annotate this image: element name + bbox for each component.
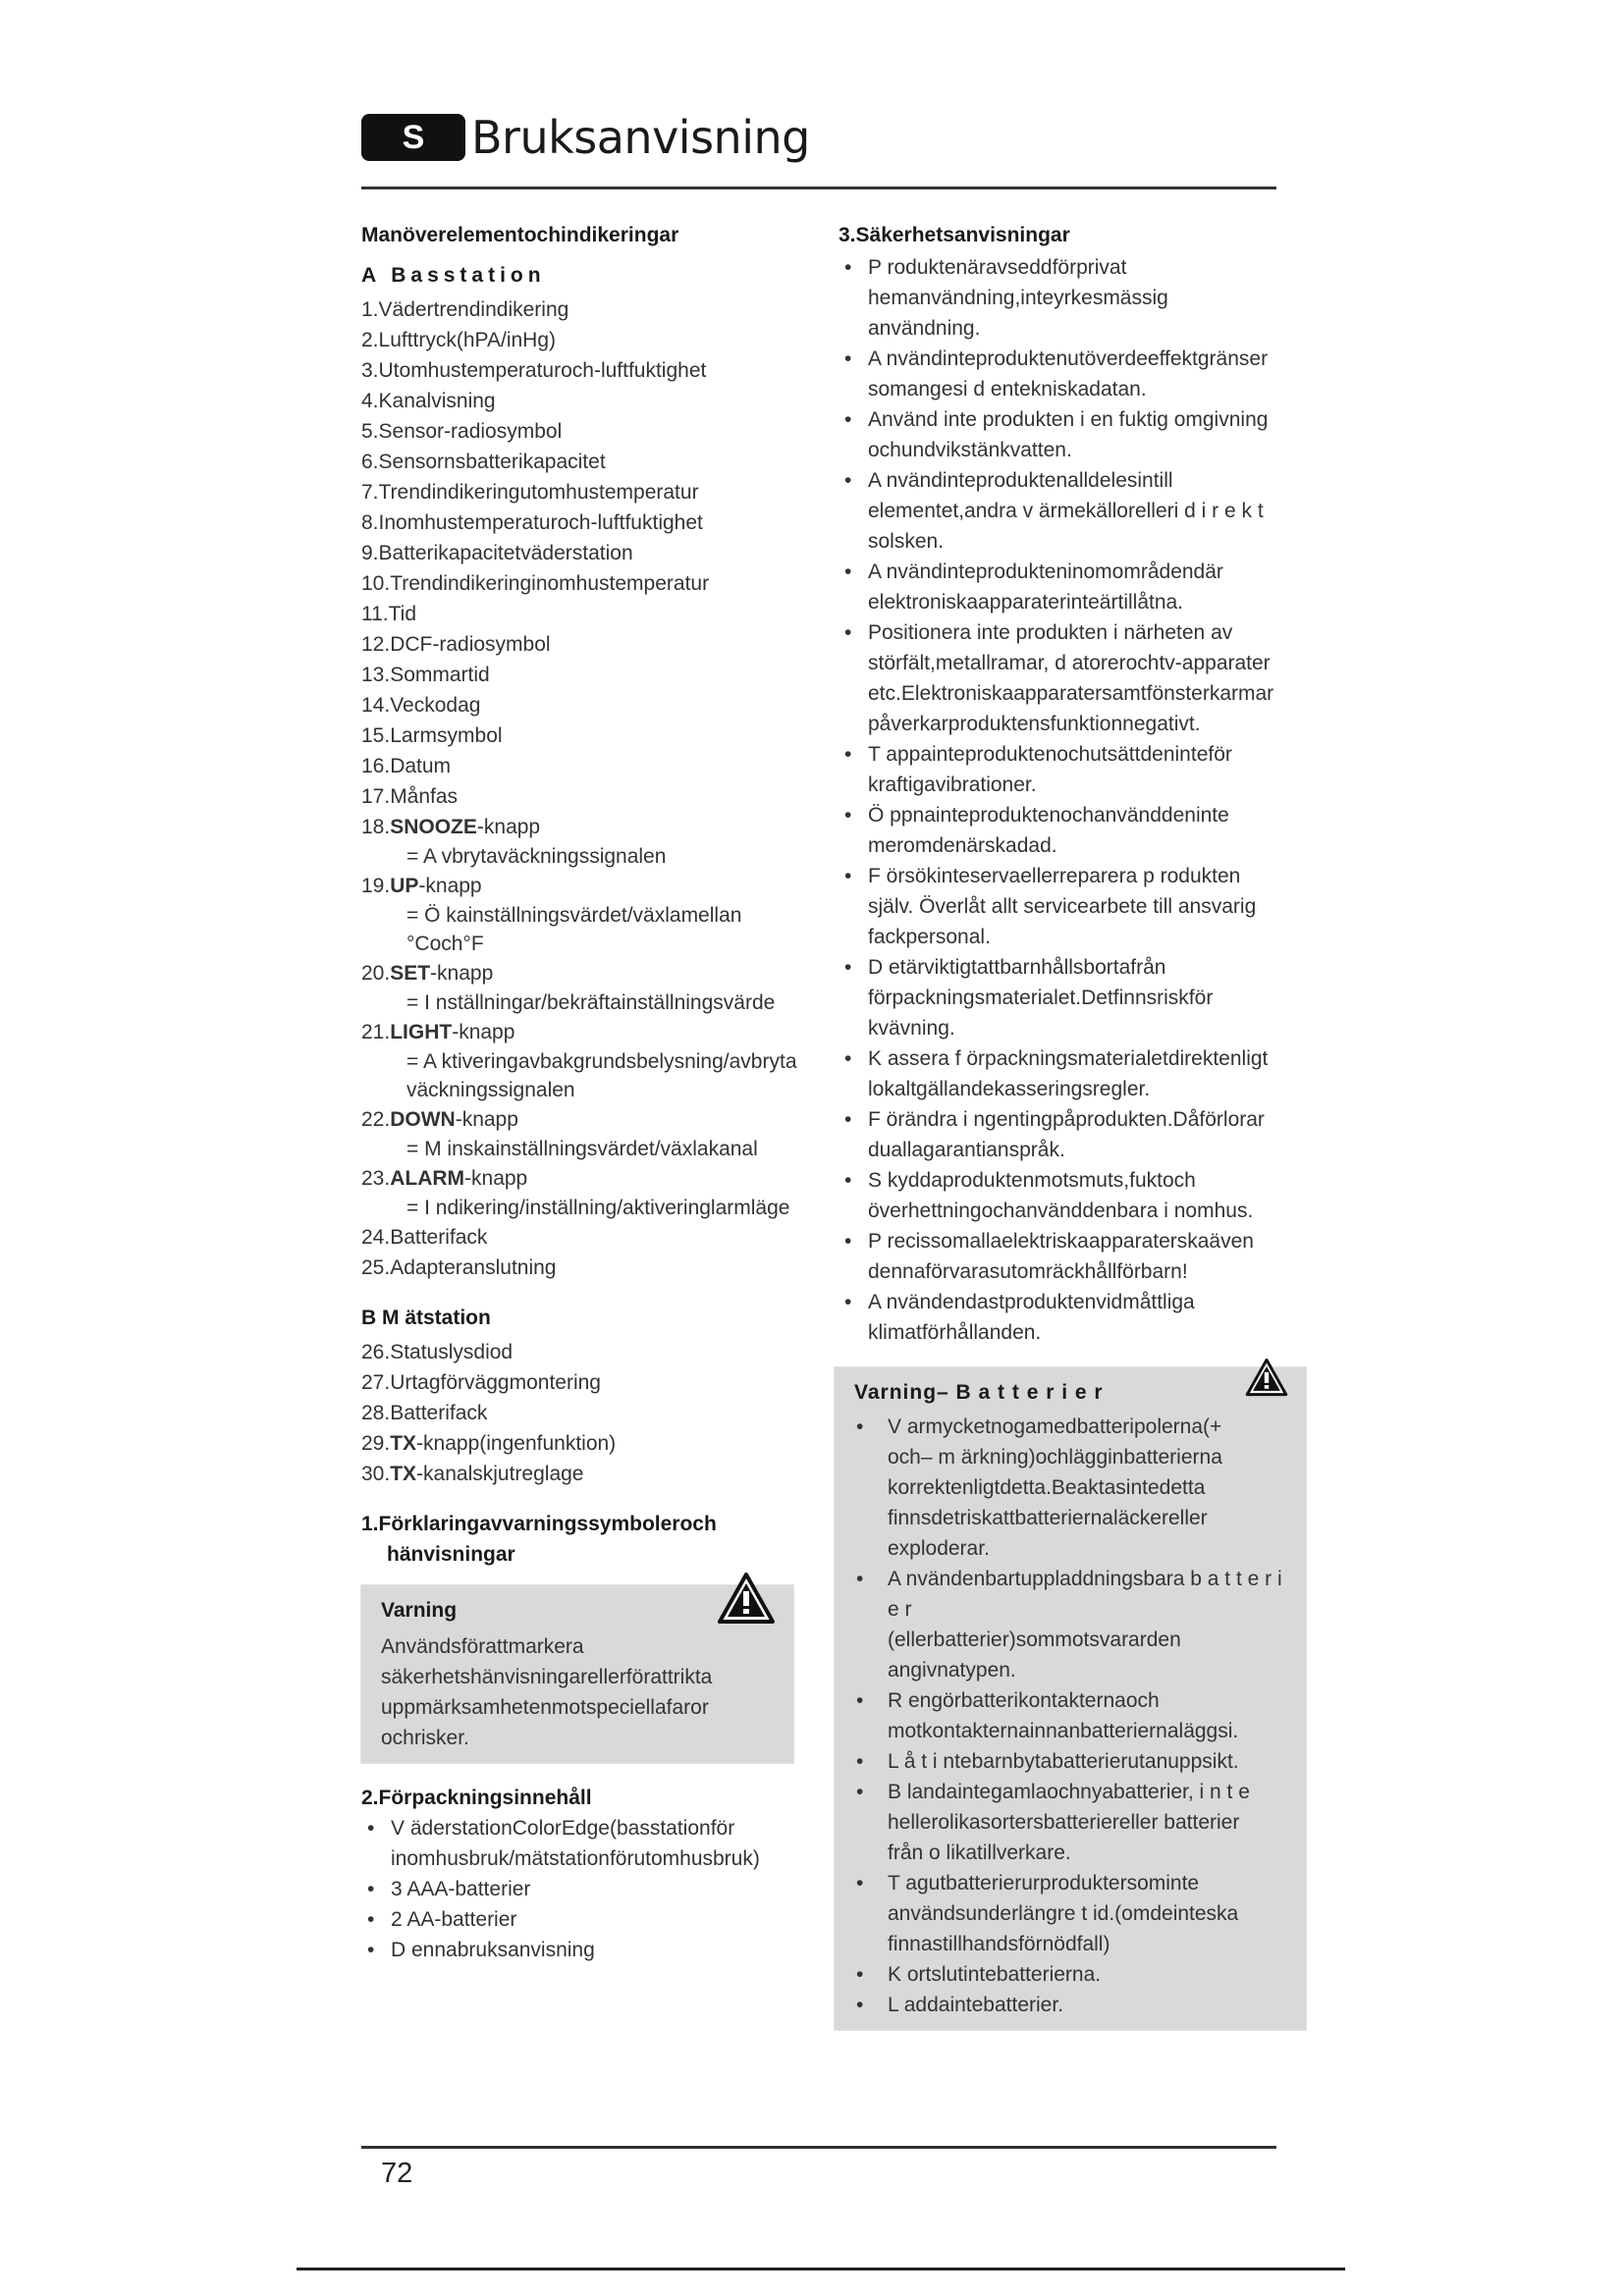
item-suffix: -knapp [455, 1108, 518, 1131]
line: • 3 AAA-batterier [391, 1878, 531, 1900]
battery-item [854, 1746, 1290, 1777]
list-item: 6.Sensornsbatterikapacitet [361, 451, 606, 473]
line: • D ennabruksanvisning [391, 1939, 595, 1961]
list-item: 3.Utomhustemperaturoch-luftfuktighet [361, 359, 707, 382]
item-number: 21. [361, 1021, 391, 1043]
line: • F örsökinteservaellerreparera p rodukten [868, 865, 1241, 887]
safety-item [839, 861, 1280, 952]
line: fackpersonal. [868, 926, 991, 948]
line: • L addaintebatterier. [888, 1994, 1064, 2016]
line: • P recissomallaelektriskaapparaterskaäven [868, 1230, 1254, 1253]
battery-item [854, 1959, 1290, 1990]
line: exploderar. [888, 1537, 990, 1560]
line: • R engörbatterikontakternaoch [888, 1689, 1160, 1712]
snooze-key-label: SNOOZE [390, 816, 477, 838]
safety-item [839, 404, 1280, 465]
list-item: 4.Kanalvisning [361, 390, 496, 412]
line: kraftigavibrationer. [868, 774, 1037, 796]
line: hellerolikasortersbatteriereller batterier [888, 1811, 1240, 1834]
tx-button-item [361, 1428, 803, 1459]
line: korrektenligtdetta.Beaktasintedetta [888, 1476, 1206, 1499]
battery-warning-list [854, 1412, 1290, 2020]
line: • K assera f örpackningsmaterialetdirektenligt [868, 1047, 1269, 1070]
safety-list [839, 252, 1280, 1348]
line: hemanvändning,inteyrkesmässig [868, 287, 1168, 309]
symbols-heading: 1.Förklaringavvarningssymboleroch [361, 1513, 717, 1535]
line: • S kyddaproduktenmotsmuts,fuktoch [868, 1169, 1196, 1192]
left-column [361, 220, 803, 1965]
warning-box-title: Varning [381, 1599, 458, 1622]
list-item: 14.Veckodag [361, 694, 481, 717]
tx-key-label: TX [390, 1463, 417, 1485]
page-title: Bruksanvisning [471, 111, 810, 164]
page-header [361, 110, 810, 165]
line: dennaförvarasutomräckhållförbarn! [868, 1260, 1188, 1283]
item-number: 20. [361, 962, 391, 985]
line: • A nvändendastproduktenvidmåttliga [868, 1291, 1195, 1313]
item-number: 23. [361, 1167, 391, 1190]
line: inomhusbruk/mätstationförutomhusbruk) [391, 1847, 760, 1870]
item-number: 29. [361, 1432, 391, 1455]
symbols-heading-2: hänvisningar [387, 1543, 515, 1566]
item-number: 18. [361, 816, 391, 838]
line: från o likatillverkare. [888, 1842, 1071, 1864]
base-station-list [361, 294, 803, 1283]
line: användning. [868, 317, 981, 340]
item-number: 19. [361, 875, 391, 897]
line: • B landaintegamlaochnyabatterier, i n t e [888, 1781, 1250, 1803]
line: finnsdetriskattbatteriernaläckereller [888, 1507, 1208, 1529]
line: • A nvändenbartuppladdningsbara b a t t e r i e r [888, 1568, 1282, 1621]
line: (ellerbatterier)sommotsvararden [888, 1629, 1181, 1651]
battery-item [854, 1990, 1290, 2020]
safety-item [839, 1165, 1280, 1226]
list-item: 17.Månfas [361, 785, 459, 808]
line: användsunderlängre t id.(omdeinteska [888, 1902, 1239, 1925]
safety-item [839, 952, 1280, 1043]
line: • T appainteproduktenochutsättdeninteför [868, 743, 1232, 766]
item-suffix: -kanalskjutreglage [416, 1463, 584, 1485]
line: • K ortslutintebatterierna. [888, 1963, 1102, 1986]
list-item: 28.Batterifack [361, 1402, 488, 1424]
warning-text-line: ochrisker. [381, 1727, 469, 1749]
battery-item [854, 1777, 1290, 1868]
safety-item [839, 617, 1280, 739]
line: solsken. [868, 530, 945, 553]
line: motkontakternainnanbatteriernaläggsi. [888, 1720, 1239, 1742]
set-description: = I nställningar/bekräftainställningsvärde [406, 991, 776, 1014]
warning-triangle-icon [1245, 1358, 1288, 1397]
item-suffix: -knapp(ingenfunktion) [416, 1432, 617, 1455]
list-item: 1.Vädertrendindikering [361, 298, 569, 321]
item-suffix: -knapp [476, 816, 541, 838]
list-item: 7.Trendindikeringutomhustemperatur [361, 481, 699, 504]
battery-item [854, 1412, 1290, 1564]
light-description: = A ktiveringavbakgrundsbelysning/avbryta [406, 1050, 797, 1073]
package-list [361, 1813, 803, 1965]
item-suffix: -knapp [418, 875, 482, 897]
line: duallagarantianspråk. [868, 1139, 1065, 1161]
alarm-item [361, 1163, 803, 1194]
line: förpackningsmaterialet.Detfinnsriskför [868, 987, 1214, 1009]
battery-warning-box [835, 1367, 1306, 2030]
line: meromdenärskadad. [868, 834, 1057, 857]
alarm-key-label: ALARM [390, 1167, 465, 1190]
list-item: 27.Urtagförväggmontering [361, 1371, 601, 1394]
safety-item [839, 252, 1280, 344]
up-key-label: UP [390, 875, 419, 897]
light-item [361, 1017, 803, 1047]
package-item [361, 1935, 803, 1965]
list-item: 10.Trendindikeringinomhustemperatur [361, 572, 710, 595]
list-item: 26.Statuslysdiod [361, 1341, 514, 1363]
safety-item [839, 800, 1280, 861]
page-number: 72 [381, 2158, 413, 2189]
up-description: = Ö kainställningsvärdet/växlamellan [406, 904, 742, 927]
snooze-item [361, 812, 803, 842]
header-divider [361, 187, 1276, 189]
list-item: 9.Batterikapacitetväderstation [361, 542, 633, 564]
safety-item [839, 1104, 1280, 1165]
line: elektroniskaapparaterinteärtillåtna. [868, 591, 1184, 614]
line: angivnatypen. [888, 1659, 1016, 1682]
line: elementet,andra v ärmekällorelleri d i r e k t [868, 500, 1264, 522]
safety-item [839, 557, 1280, 617]
safety-item [839, 1287, 1280, 1348]
line: • L å t i ntebarnbytabatterierutanuppsikt. [888, 1750, 1239, 1773]
line: klimatförhållanden. [868, 1321, 1042, 1344]
safety-item [839, 465, 1280, 557]
line: störfält,metallramar, d atorerochtv-apparater [868, 652, 1271, 674]
tx-key-label: TX [390, 1432, 417, 1455]
snooze-description: = A vbrytaväckningssignalen [406, 845, 667, 868]
list-item: 5.Sensor-radiosymbol [361, 420, 563, 443]
safety-item [839, 739, 1280, 800]
line: • V äderstationColorEdge(basstationför [391, 1817, 735, 1840]
warning-text-line: Användsförattmarkera [381, 1635, 584, 1658]
right-column [839, 220, 1280, 2030]
item-suffix: -knapp [430, 962, 494, 985]
safety-item [839, 1226, 1280, 1287]
sensor-list [361, 1337, 803, 1489]
base-station-heading: A Basstation [361, 264, 546, 287]
tx-slider-item [361, 1459, 803, 1489]
warning-triangle-icon [717, 1572, 776, 1625]
light-description-2: väckningssignalen [406, 1079, 575, 1101]
battery-item [854, 1868, 1290, 1959]
item-number: 22. [361, 1108, 391, 1131]
item-suffix: -knapp [464, 1167, 528, 1190]
list-item: 12.DCF-radiosymbol [361, 633, 551, 656]
sensor-heading: B M ätstation [361, 1307, 491, 1329]
line: • Använd inte produkten i en fuktig omgivning [868, 408, 1269, 431]
line: • 2 AA-batterier [391, 1908, 517, 1931]
line: • A nvändinteproduktenalldelesintill [868, 469, 1173, 492]
list-item: 15.Larmsymbol [361, 724, 503, 747]
list-item: 13.Sommartid [361, 664, 490, 686]
warning-text-line: uppmärksamhetenmotspeciellafaror [381, 1696, 709, 1719]
line: somangesi d entekniskadatan. [868, 378, 1147, 400]
warning-box-text [381, 1631, 778, 1753]
list-item: 2.Lufttryck(hPA/inHg) [361, 329, 557, 351]
language-badge: S [361, 114, 465, 161]
package-item [361, 1813, 803, 1874]
line: kvävning. [868, 1017, 955, 1040]
battery-item [854, 1564, 1290, 1685]
battery-warning-title: Varning– B a t t e r i e r [854, 1381, 1104, 1404]
down-key-label: DOWN [390, 1108, 456, 1131]
line: och– m ärkning)ochlägginbatterierna [888, 1446, 1222, 1468]
line: • A nvändinteprodukteninomområdendär [868, 561, 1223, 583]
controls-heading: Manöverelementochindikeringar [361, 224, 679, 246]
line: finnastillhandsförnödfall) [888, 1933, 1110, 1955]
down-description: = M inskainställningsvärdet/växlakanal [406, 1138, 758, 1160]
line: • D etärviktigtattbarnhållsbortafrån [868, 956, 1166, 979]
list-item: 8.Inomhustemperaturoch-luftfuktighet [361, 511, 703, 534]
set-key-label: SET [390, 962, 431, 985]
line: • T agutbatterierurproduktersominte [888, 1872, 1200, 1895]
list-item: 11.Tid [361, 603, 417, 625]
battery-item [854, 1685, 1290, 1746]
list-item: 16.Datum [361, 755, 452, 777]
line: • Positionera inte produkten i närheten av [868, 621, 1233, 644]
line: • V armycketnogamedbatteripolerna(+ [888, 1415, 1222, 1438]
line: • P roduktenäravseddförprivat [868, 256, 1127, 279]
safety-heading: 3.Säkerhetsanvisningar [839, 224, 1070, 246]
set-item [361, 958, 803, 988]
package-item [361, 1874, 803, 1904]
up-description-2: °Coch°F [406, 933, 484, 955]
line: ochundvikstänkvatten. [868, 439, 1072, 461]
up-item [361, 871, 803, 901]
light-key-label: LIGHT [390, 1021, 453, 1043]
page-edge-rule [297, 2268, 1345, 2270]
line: överhettningochanvänddenbara i nomhus. [868, 1200, 1254, 1222]
alarm-description: = I ndikering/inställning/aktiveringlarmläge [406, 1197, 790, 1219]
line: etc.Elektroniskaapparatersamtfönsterkarmar [868, 682, 1274, 705]
warning-box [361, 1585, 793, 1763]
list-item: 24.Batterifack [361, 1226, 488, 1249]
down-item [361, 1104, 803, 1135]
item-suffix: -knapp [452, 1021, 515, 1043]
line: • A nvändinteproduktenutöverdeeffektgränser [868, 347, 1269, 370]
package-item [361, 1904, 803, 1935]
safety-item [839, 344, 1280, 404]
footer-divider [361, 2146, 1276, 2149]
item-number: 30. [361, 1463, 391, 1485]
line: själv. Överlåt allt servicearbete till ansvarig [868, 895, 1257, 918]
safety-item [839, 1043, 1280, 1104]
line: påverkarproduktensfunktionnegativt. [868, 713, 1201, 735]
list-item: 25.Adapteranslutning [361, 1256, 557, 1279]
line: lokaltgällandekasseringsregler. [868, 1078, 1151, 1100]
line: • Ö ppnainteproduktenochanvänddeninte [868, 804, 1229, 827]
package-heading: 2.Förpackningsinnehåll [361, 1787, 592, 1809]
line: • F örändra i ngentingpåprodukten.Dåförlorar [868, 1108, 1265, 1131]
warning-text-line: säkerhetshänvisningarellerförattrikta [381, 1666, 713, 1688]
